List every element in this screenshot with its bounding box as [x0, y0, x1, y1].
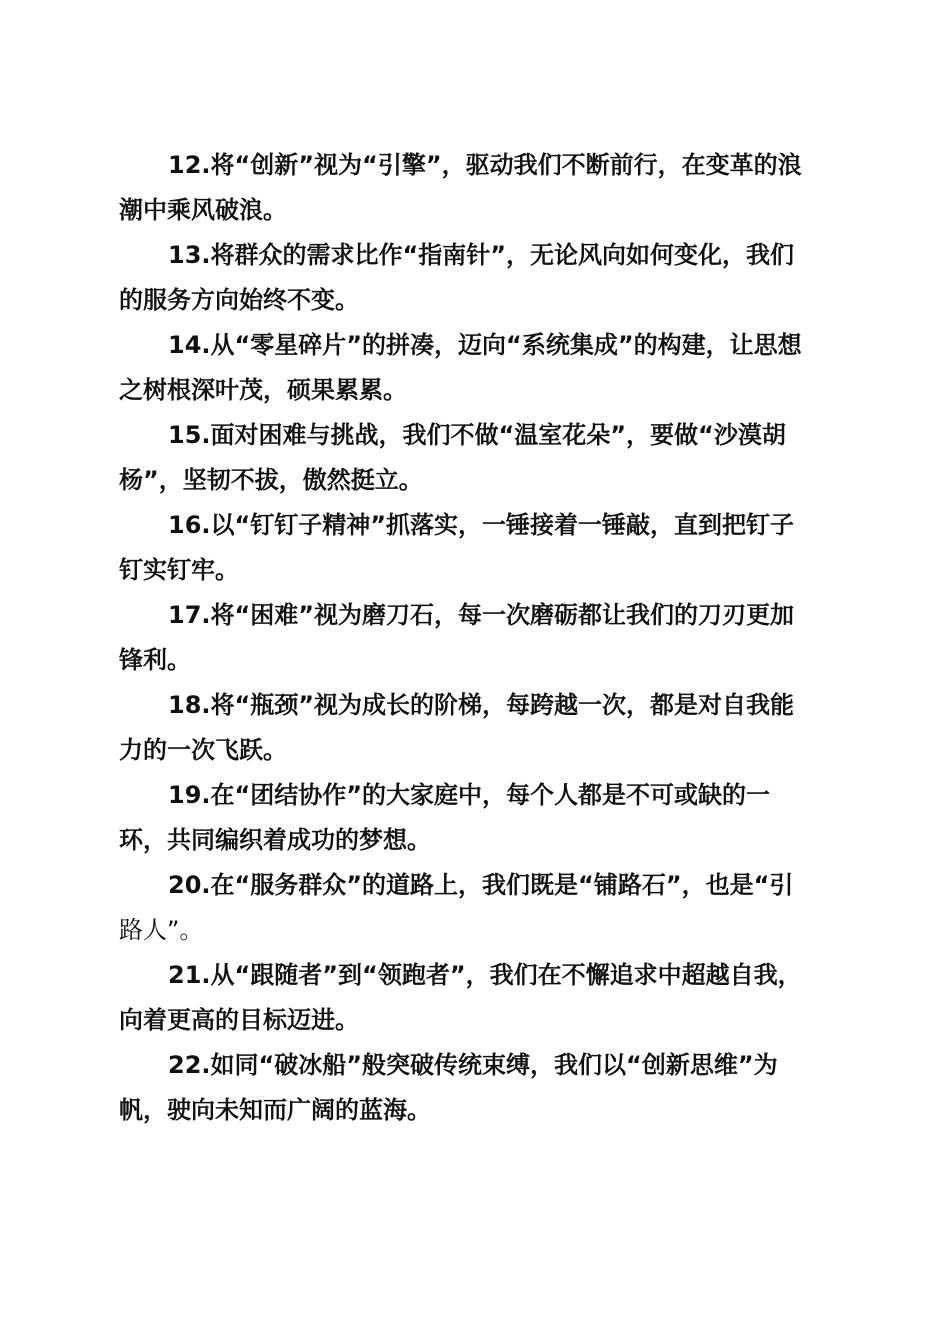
paragraph-line: 19.在“团结协作”的大家庭中，每个人都是不可或缺的一: [168, 781, 771, 809]
document-body: [119, 143, 831, 1133]
paragraph-line: 22.如同“破冰船”般突破传统束缚，我们以“创新思维”为: [168, 1051, 778, 1079]
paragraph-14: [119, 323, 831, 413]
paragraph-line: 的服务方向始终不变。: [119, 286, 359, 314]
paragraph-line: 向着更高的目标迈进。: [119, 1006, 359, 1034]
paragraph-line: 21.从“跟随者”到“领跑者”，我们在不懈追求中超越自我，: [168, 961, 802, 989]
paragraph-line: 14.从“零星碎片”的拼凑，迈向“系统集成”的构建，让思想: [168, 331, 802, 359]
paragraph-line: 帆，驶向未知而广阔的蓝海。: [119, 1096, 431, 1124]
paragraph-line: 潮中乘风破浪。: [119, 196, 287, 224]
paragraph-line: 16.以“钉钉子精神”抓落实，一锤接着一锤敲，直到把钉子: [168, 511, 795, 539]
paragraph-line: 环，共同编织着成功的梦想。: [119, 826, 431, 854]
paragraph-20: [119, 863, 831, 953]
paragraph-13: [119, 233, 831, 323]
paragraph-line: 13.将群众的需求比作“指南针”，无论风向如何变化，我们: [168, 241, 795, 269]
paragraph-21: [119, 953, 831, 1043]
paragraph-19: [119, 773, 831, 863]
paragraph-line: 钉实钉牢。: [119, 556, 239, 584]
paragraph-16: [119, 503, 831, 593]
paragraph-line: 力的一次飞跃。: [119, 736, 287, 764]
paragraph-line: 锋利。: [119, 646, 191, 674]
paragraph-line: 18.将“瓶颈”视为成长的阶梯，每跨越一次，都是对自我能: [168, 691, 795, 719]
paragraph-line: 杨”，坚韧不拔，傲然挺立。: [119, 466, 423, 494]
paragraph-line: 路人”。: [119, 916, 204, 944]
paragraph-12: [119, 143, 831, 233]
paragraph-line: 15.面对困难与挑战，我们不做“温室花朵”，要做“沙漠胡: [168, 421, 786, 449]
paragraph-15: [119, 413, 831, 503]
paragraph-line: 17.将“困难”视为磨刀石，每一次磨砺都让我们的刀刃更加: [168, 601, 795, 629]
paragraph-line: 之树根深叶茂，硕果累累。: [119, 376, 407, 404]
paragraph-18: [119, 683, 831, 773]
paragraph-17: [119, 593, 831, 683]
paragraph-22: [119, 1043, 831, 1133]
paragraph-line: 20.在“服务群众”的道路上，我们既是“铺路石”，也是“引: [168, 871, 794, 899]
paragraph-line: 12.将“创新”视为“引擎”，驱动我们不断前行，在变革的浪: [168, 151, 802, 179]
